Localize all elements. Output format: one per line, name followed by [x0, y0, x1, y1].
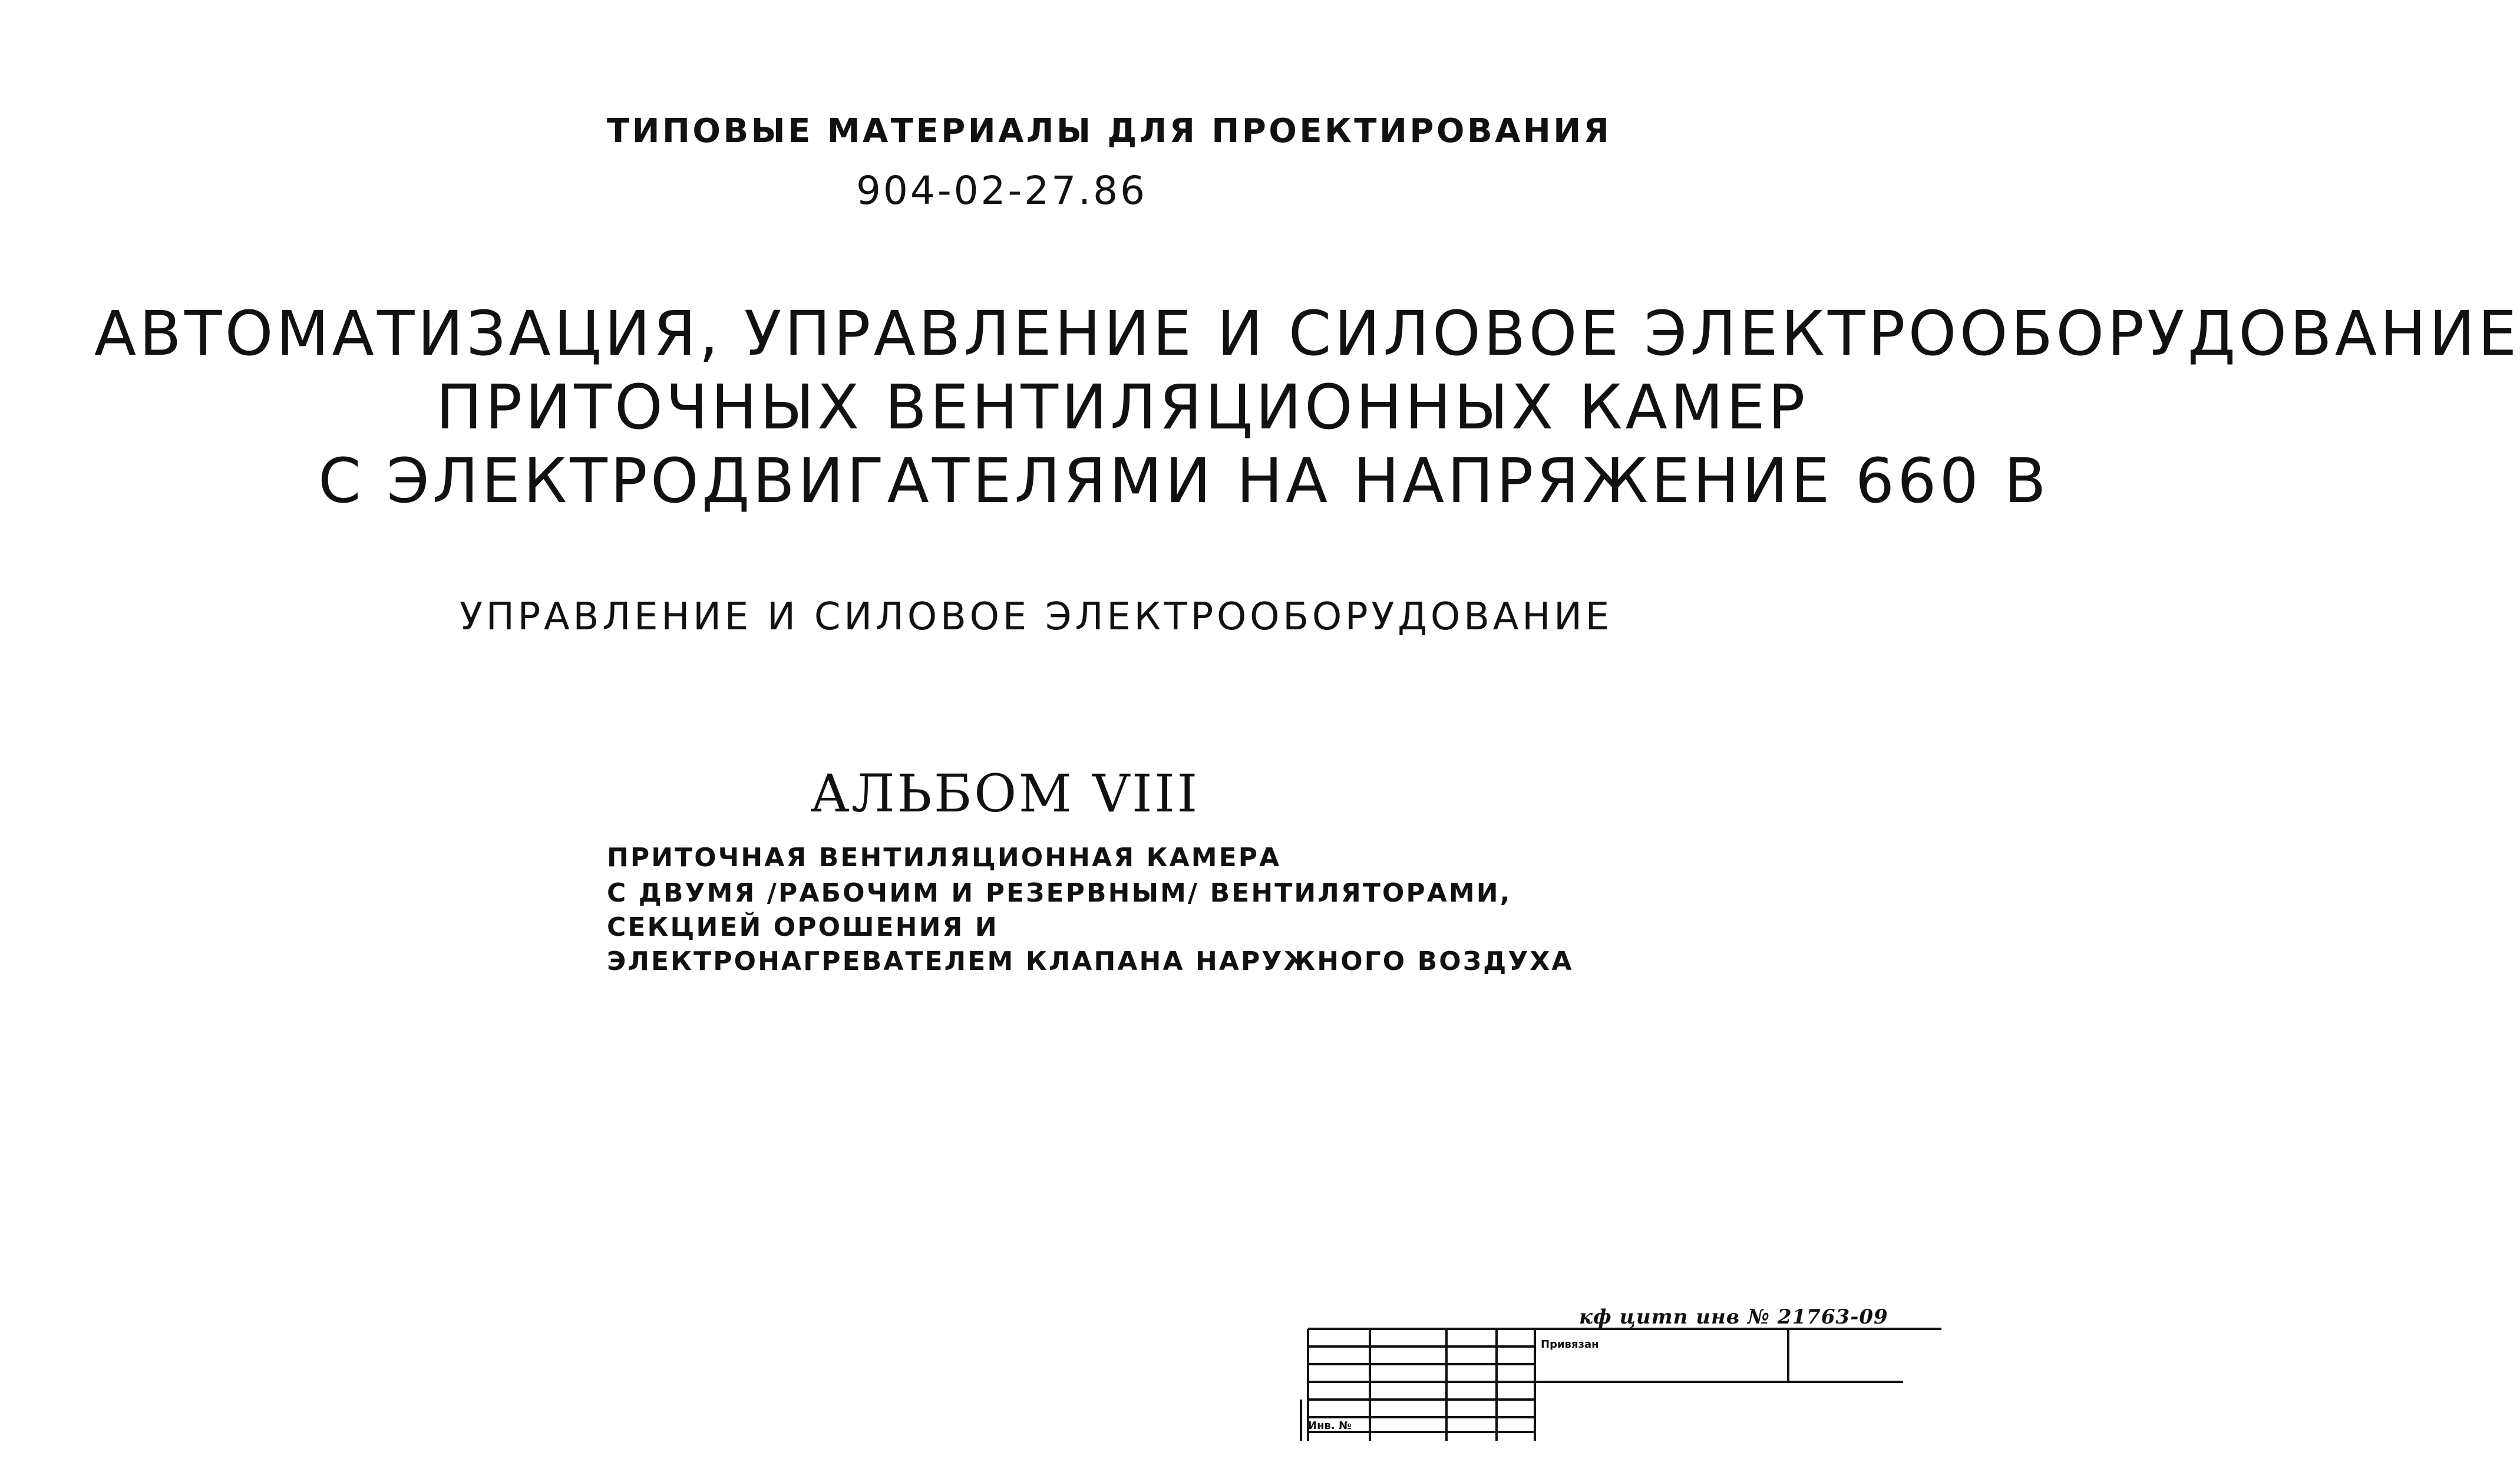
- description-line-4: ЭЛЕКТРОНАГРЕВАТЕЛЕМ КЛАПАНА НАРУЖНОГО ВОЗДУХА: [607, 946, 1574, 976]
- stamp-grid: [1296, 1329, 1941, 1441]
- main-title-line-2: ПРИТОЧНЫХ ВЕНТИЛЯЦИОННЫХ КАМЕР: [436, 371, 1808, 443]
- main-title-line-1: АВТОМАТИЗАЦИЯ, УПРАВЛЕНИЕ И СИЛОВОЕ ЭЛЕКТРООБОРУДОВАНИЕ: [94, 298, 2520, 369]
- archive-stamp-caption: кф цитп инв № 21763-09: [1579, 1305, 1888, 1329]
- stamp-inventory-label: Инв. №: [1308, 1420, 1352, 1432]
- section-heading: УПРАВЛЕНИЕ И СИЛОВОЕ ЭЛЕКТРООБОРУДОВАНИЕ: [460, 595, 1613, 639]
- title-block-stamp: [1296, 1329, 1941, 1441]
- stamp-privyazan-label: Привязан: [1541, 1338, 1599, 1351]
- description-line-2: С ДВУМЯ /РАБОЧИМ И РЕЗЕРВНЫМ/ ВЕНТИЛЯТОРАМИ,: [607, 878, 1512, 908]
- description-line-3: СЕКЦИЕЙ ОРОШЕНИЯ И: [607, 912, 999, 942]
- document-code: 904-02-27.86: [856, 168, 1148, 213]
- main-title-line-3: С ЭЛЕКТРОДВИГАТЕЛЯМИ НА НАПРЯЖЕНИЕ 660 В: [318, 445, 2049, 517]
- album-number: АЛЬБОМ VIII: [810, 763, 1200, 824]
- description-line-1: ПРИТОЧНАЯ ВЕНТИЛЯЦИОННАЯ КАМЕРА: [607, 843, 1282, 873]
- series-heading: ТИПОВЫЕ МАТЕРИАЛЫ ДЛЯ ПРОЕКТИРОВАНИЯ: [607, 112, 1612, 150]
